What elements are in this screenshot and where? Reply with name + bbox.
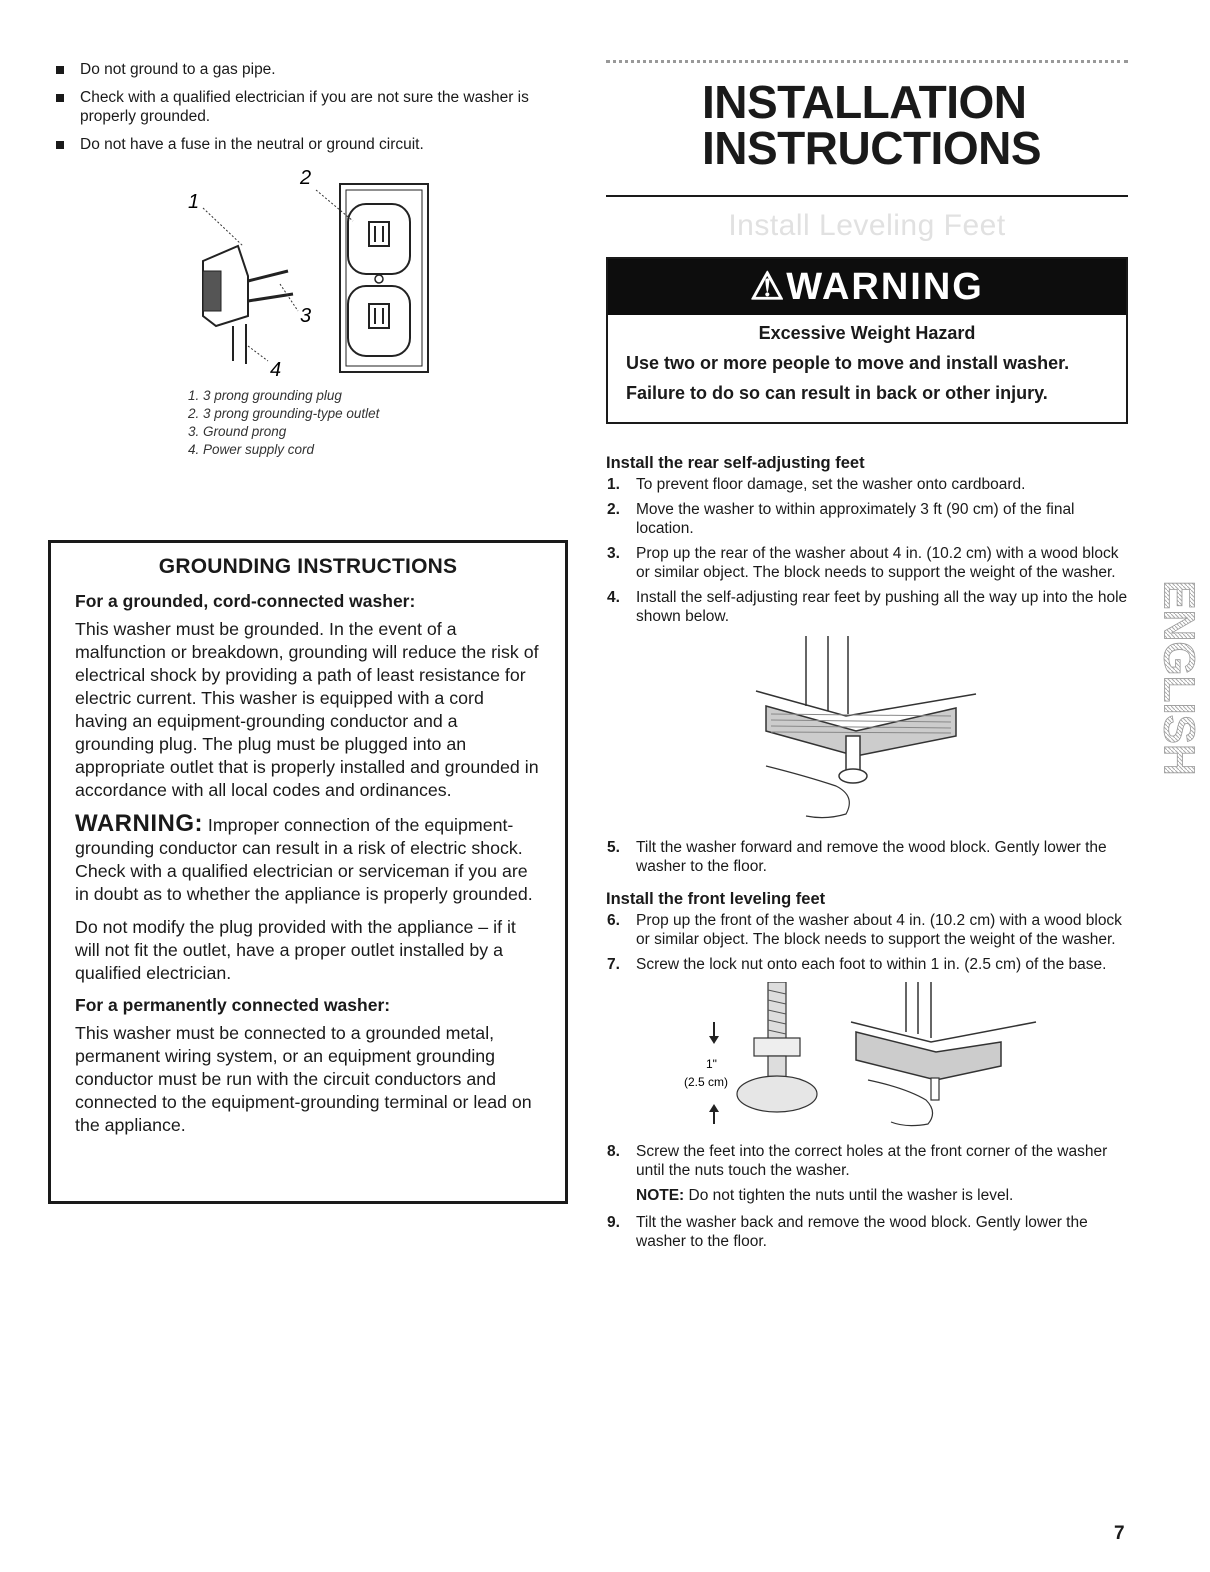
legend-item: 1. 3 prong grounding plug [188, 388, 342, 403]
hazard-title: Excessive Weight Hazard [758, 323, 976, 343]
note [606, 1186, 1128, 1205]
grounding-bullets [48, 60, 572, 154]
front-foot-figure [606, 982, 1128, 1132]
step-number: 8. [607, 1143, 620, 1160]
step-item [606, 475, 1128, 494]
grounding-subheading-cord: For a grounded, cord-connected washer: [75, 591, 416, 611]
note-label: NOTE: [636, 1187, 685, 1204]
warning-body [608, 315, 1126, 422]
step-text: Screw the lock nut onto each foot to within 1 in. (2.5 cm) of the base. [636, 956, 1107, 973]
outlet-plug-figure [48, 166, 572, 381]
step-number: 6. [607, 912, 620, 929]
bullet-item: Do not ground to a gas pipe. [48, 60, 572, 79]
figure-legend [188, 387, 572, 459]
step-number: 7. [607, 956, 620, 973]
grounding-warning [75, 812, 541, 906]
callout-2: 2 [300, 167, 312, 189]
step-item [606, 1142, 1128, 1180]
step-number: 3. [607, 545, 620, 562]
step-item [606, 911, 1128, 949]
hazard-line: Use two or more people to move and install washer. [626, 353, 1070, 373]
step-item [606, 1213, 1128, 1251]
step-item [606, 544, 1128, 582]
step-item [606, 955, 1128, 974]
front-foot-illustration [606, 982, 1128, 1132]
warning-text: Improper connection of the equipment-grounding conductor can result in a risk of electric shock. Check with a qualified electrician or serviceman if you are in doubt as to whether the appliance is properly grounded. [75, 815, 533, 904]
step-number: 1. [607, 476, 620, 493]
language-tab-label: ENGLISH [1154, 580, 1200, 776]
legend-item: 4. Power supply cord [188, 442, 315, 457]
rear-feet-final-step [606, 838, 1128, 876]
legend-item: 2. 3 prong grounding-type outlet [188, 406, 380, 421]
left-column [48, 60, 572, 459]
rear-feet-heading: Install the rear self-adjusting feet [606, 454, 865, 472]
callout-4: 4 [270, 359, 282, 381]
dimension-inches: 1" [706, 1057, 717, 1071]
step-number: 2. [607, 501, 620, 518]
legend-item: 3. Ground prong [188, 424, 287, 439]
rear-foot-figure [606, 636, 1128, 826]
step-text: Prop up the rear of the washer about 4 in. (10.2 cm) with a wood block or similar object. The block needs to support the weight of the washer. [636, 545, 1119, 581]
warning-box [606, 257, 1128, 424]
step-number: 5. [607, 839, 620, 856]
grounding-paragraph: Do not modify the plug provided with the appliance – if it will not fit the outlet, have a proper outlet installed by a qualified electrician. [75, 917, 516, 983]
page-title [702, 76, 1128, 174]
grounding-subheading-permanent: For a permanently connected washer: [75, 995, 391, 1015]
warning-label: WARNING: [75, 810, 203, 837]
front-feet-heading: Install the front leveling feet [606, 890, 826, 908]
grounding-title: GROUNDING INSTRUCTIONS [158, 555, 458, 578]
front-feet-steps-continued [606, 1142, 1128, 1180]
step-number: 4. [607, 589, 620, 606]
right-column [606, 60, 1128, 1257]
step-item [606, 838, 1128, 876]
dimension-cm: (2.5 cm) [684, 1075, 729, 1089]
page-number: 7 [1114, 1523, 1125, 1544]
step-text: To prevent floor damage, set the washer onto cardboard. [636, 476, 1026, 493]
hazard-line: Failure to do so can result in back or other injury. [626, 383, 1048, 403]
title-line: INSTRUCTIONS [702, 122, 1041, 174]
bullet-item: Check with a qualified electrician if you are not sure the washer is properly grounded. [48, 88, 572, 126]
callout-1: 1 [188, 191, 200, 213]
step-text: Tilt the washer forward and remove the wood block. Gently lower the washer to the floor. [636, 839, 1107, 875]
step-text: Screw the feet into the correct holes at the front corner of the washer until the nuts touch the washer. [636, 1143, 1108, 1179]
callout-3: 3 [300, 305, 312, 327]
grounding-paragraph: This washer must be connected to a grounded metal, permanent wiring system, or an equipment grounding conductor must be run with the circuit conductors and connected to the equipment-grounding terminal or lead on the appliance. [75, 1023, 532, 1135]
step-text: Prop up the front of the washer about 4 in. (10.2 cm) with a wood block or similar object. The block needs to support the weight of the washer. [636, 912, 1122, 948]
step-item [606, 500, 1128, 538]
warning-header [608, 259, 1126, 315]
title-rule [606, 195, 1128, 197]
step-number: 9. [607, 1214, 620, 1231]
step-text: Install the self-adjusting rear feet by pushing all the way up into the hole shown below. [636, 589, 1128, 625]
language-tab-graphic [1152, 563, 1200, 793]
step-text: Tilt the washer back and remove the wood block. Gently lower the washer to the floor. [636, 1214, 1088, 1250]
header-dotted-rule [606, 60, 1128, 67]
step-item [606, 588, 1128, 626]
title-line: INSTALLATION [702, 76, 1027, 128]
rear-feet-steps [606, 475, 1128, 626]
step-text: Move the washer to within approximately 3 ft (90 cm) of the final location. [636, 501, 1075, 537]
section-subtitle: Install Leveling Feet [728, 209, 1006, 242]
grounding-paragraph: This washer must be grounded. In the event of a malfunction or breakdown, grounding will reduce the risk of electrical shock by providing a path of least resistance for electric current. This washer is equipped with a cord having an equipment-grounding conductor and a grounding plug. The plug must be plugged into an appropriate outlet that is properly installed and grounded in accordance with all local codes and ordinances. [75, 619, 539, 800]
front-feet-final-step [606, 1213, 1128, 1251]
language-side-tab [1152, 563, 1200, 793]
rear-foot-illustration [606, 636, 1128, 826]
grounding-instructions-box [48, 540, 568, 1204]
outlet-plug-illustration [48, 166, 572, 381]
front-feet-steps [606, 911, 1128, 974]
note-text: Do not tighten the nuts until the washer is level. [684, 1187, 1014, 1204]
warning-triangle-icon: ⚠ [750, 266, 787, 308]
bullet-item: Do not have a fuse in the neutral or ground circuit. [48, 135, 572, 154]
warning-header-label: WARNING [786, 266, 984, 308]
